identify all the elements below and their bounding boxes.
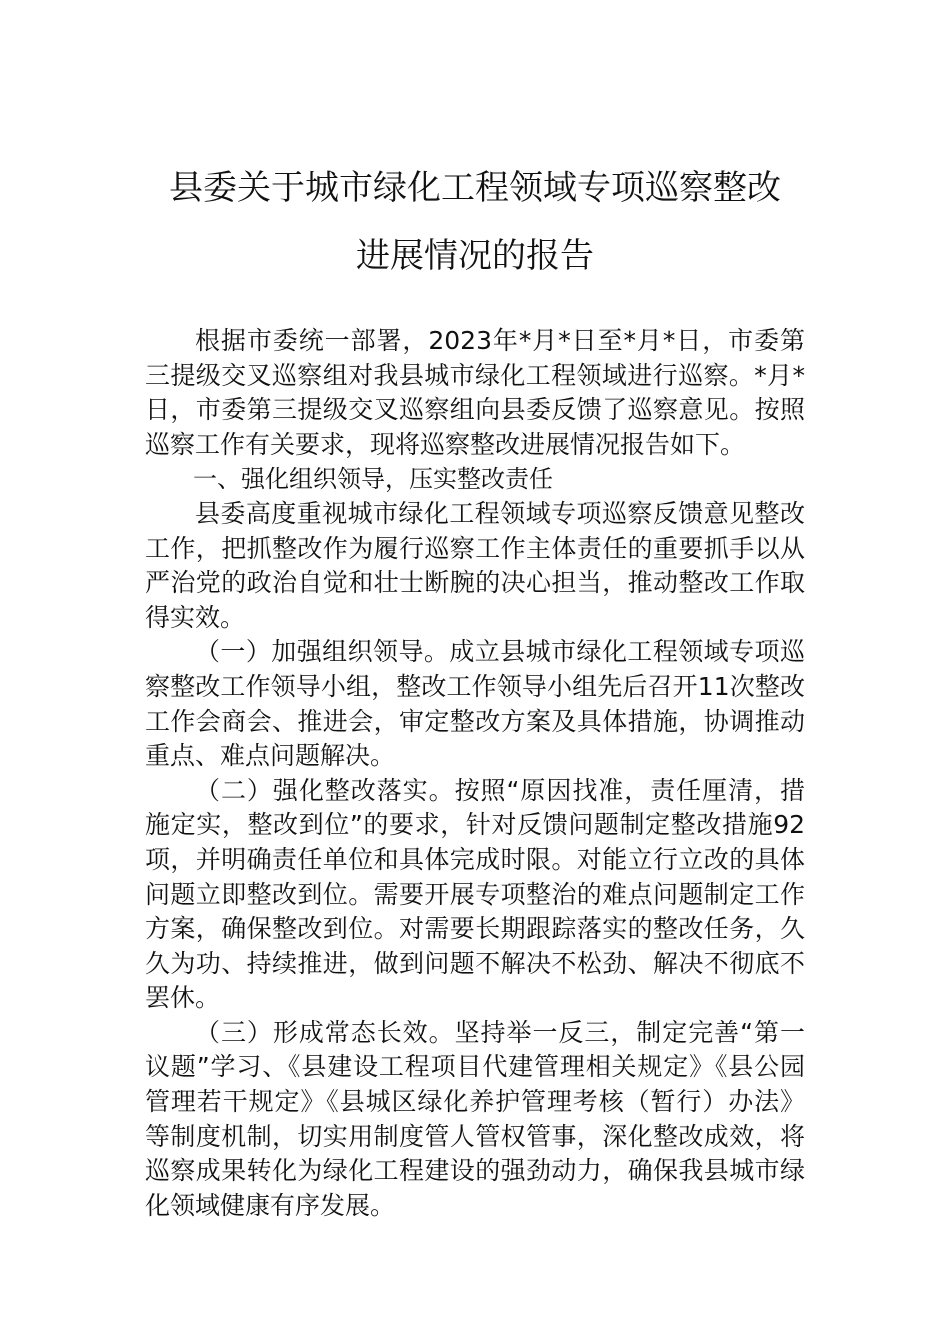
document-body [145, 324, 805, 1223]
section-heading-1: 一、强化组织领导，压实整改责任 [193, 465, 553, 494]
document-title-line-1: 县委关于城市绿化工程领域专项巡察整改 [169, 168, 781, 208]
document-title-line-2: 进展情况的报告 [356, 236, 594, 276]
subsection-1-paragraph: （一）加强组织领导。成立县城市绿化工程领域专项巡察整改工作领导小组，整改工作领导小组先后召开11次整改工作会商会、推进会，审定整改方案及具体措施，协调推动重点、难点问题解决。 [145, 637, 805, 771]
section-1-paragraph: 县委高度重视城市绿化工程领域专项巡察反馈意见整改工作，把抓整改作为履行巡察工作主体责任的重要抓手以从严治党的政治自觉和壮士断腕的决心担当，推动整改工作取得实效。 [145, 498, 805, 632]
subsection-2-paragraph: （二）强化整改落实。按照“原因找准，责任厘清，措施定实，整改到位”的要求，针对反馈问题制定整改措施92项，并明确责任单位和具体完成时限。对能立行立改的具体问题立即整改到位。需要开展专项整治的难点问题制定工作方案，确保整改到位。对需要长期跟踪落实的整改任务，久久为功、持续推进，做到问题不解决不松劲、解决不彻底不罢休。 [145, 775, 805, 1013]
intro-paragraph: 根据市委统一部署，2023年*月*日至*月*日，市委第三提级交叉巡察组对我县城市绿化工程领域进行巡察。*月*日，市委第三提级交叉巡察组向县委反馈了巡察意见。按照巡察工作有关要求，现将巡察整改进展情况报告如下。 [145, 326, 805, 459]
subsection-3-paragraph: （三）形成常态长效。坚持举一反三，制定完善“第一议题”学习、《县建设工程项目代建管理相关规定》《县公园管理若干规定》《县城区绿化养护管理考核（暂行）办法》等制度机制，切实用制度管人管权管事，深化整改成效，将巡察成果转化为绿化工程建设的强劲动力，确保我县城市绿化领域健康有序发展。 [145, 1017, 805, 1220]
